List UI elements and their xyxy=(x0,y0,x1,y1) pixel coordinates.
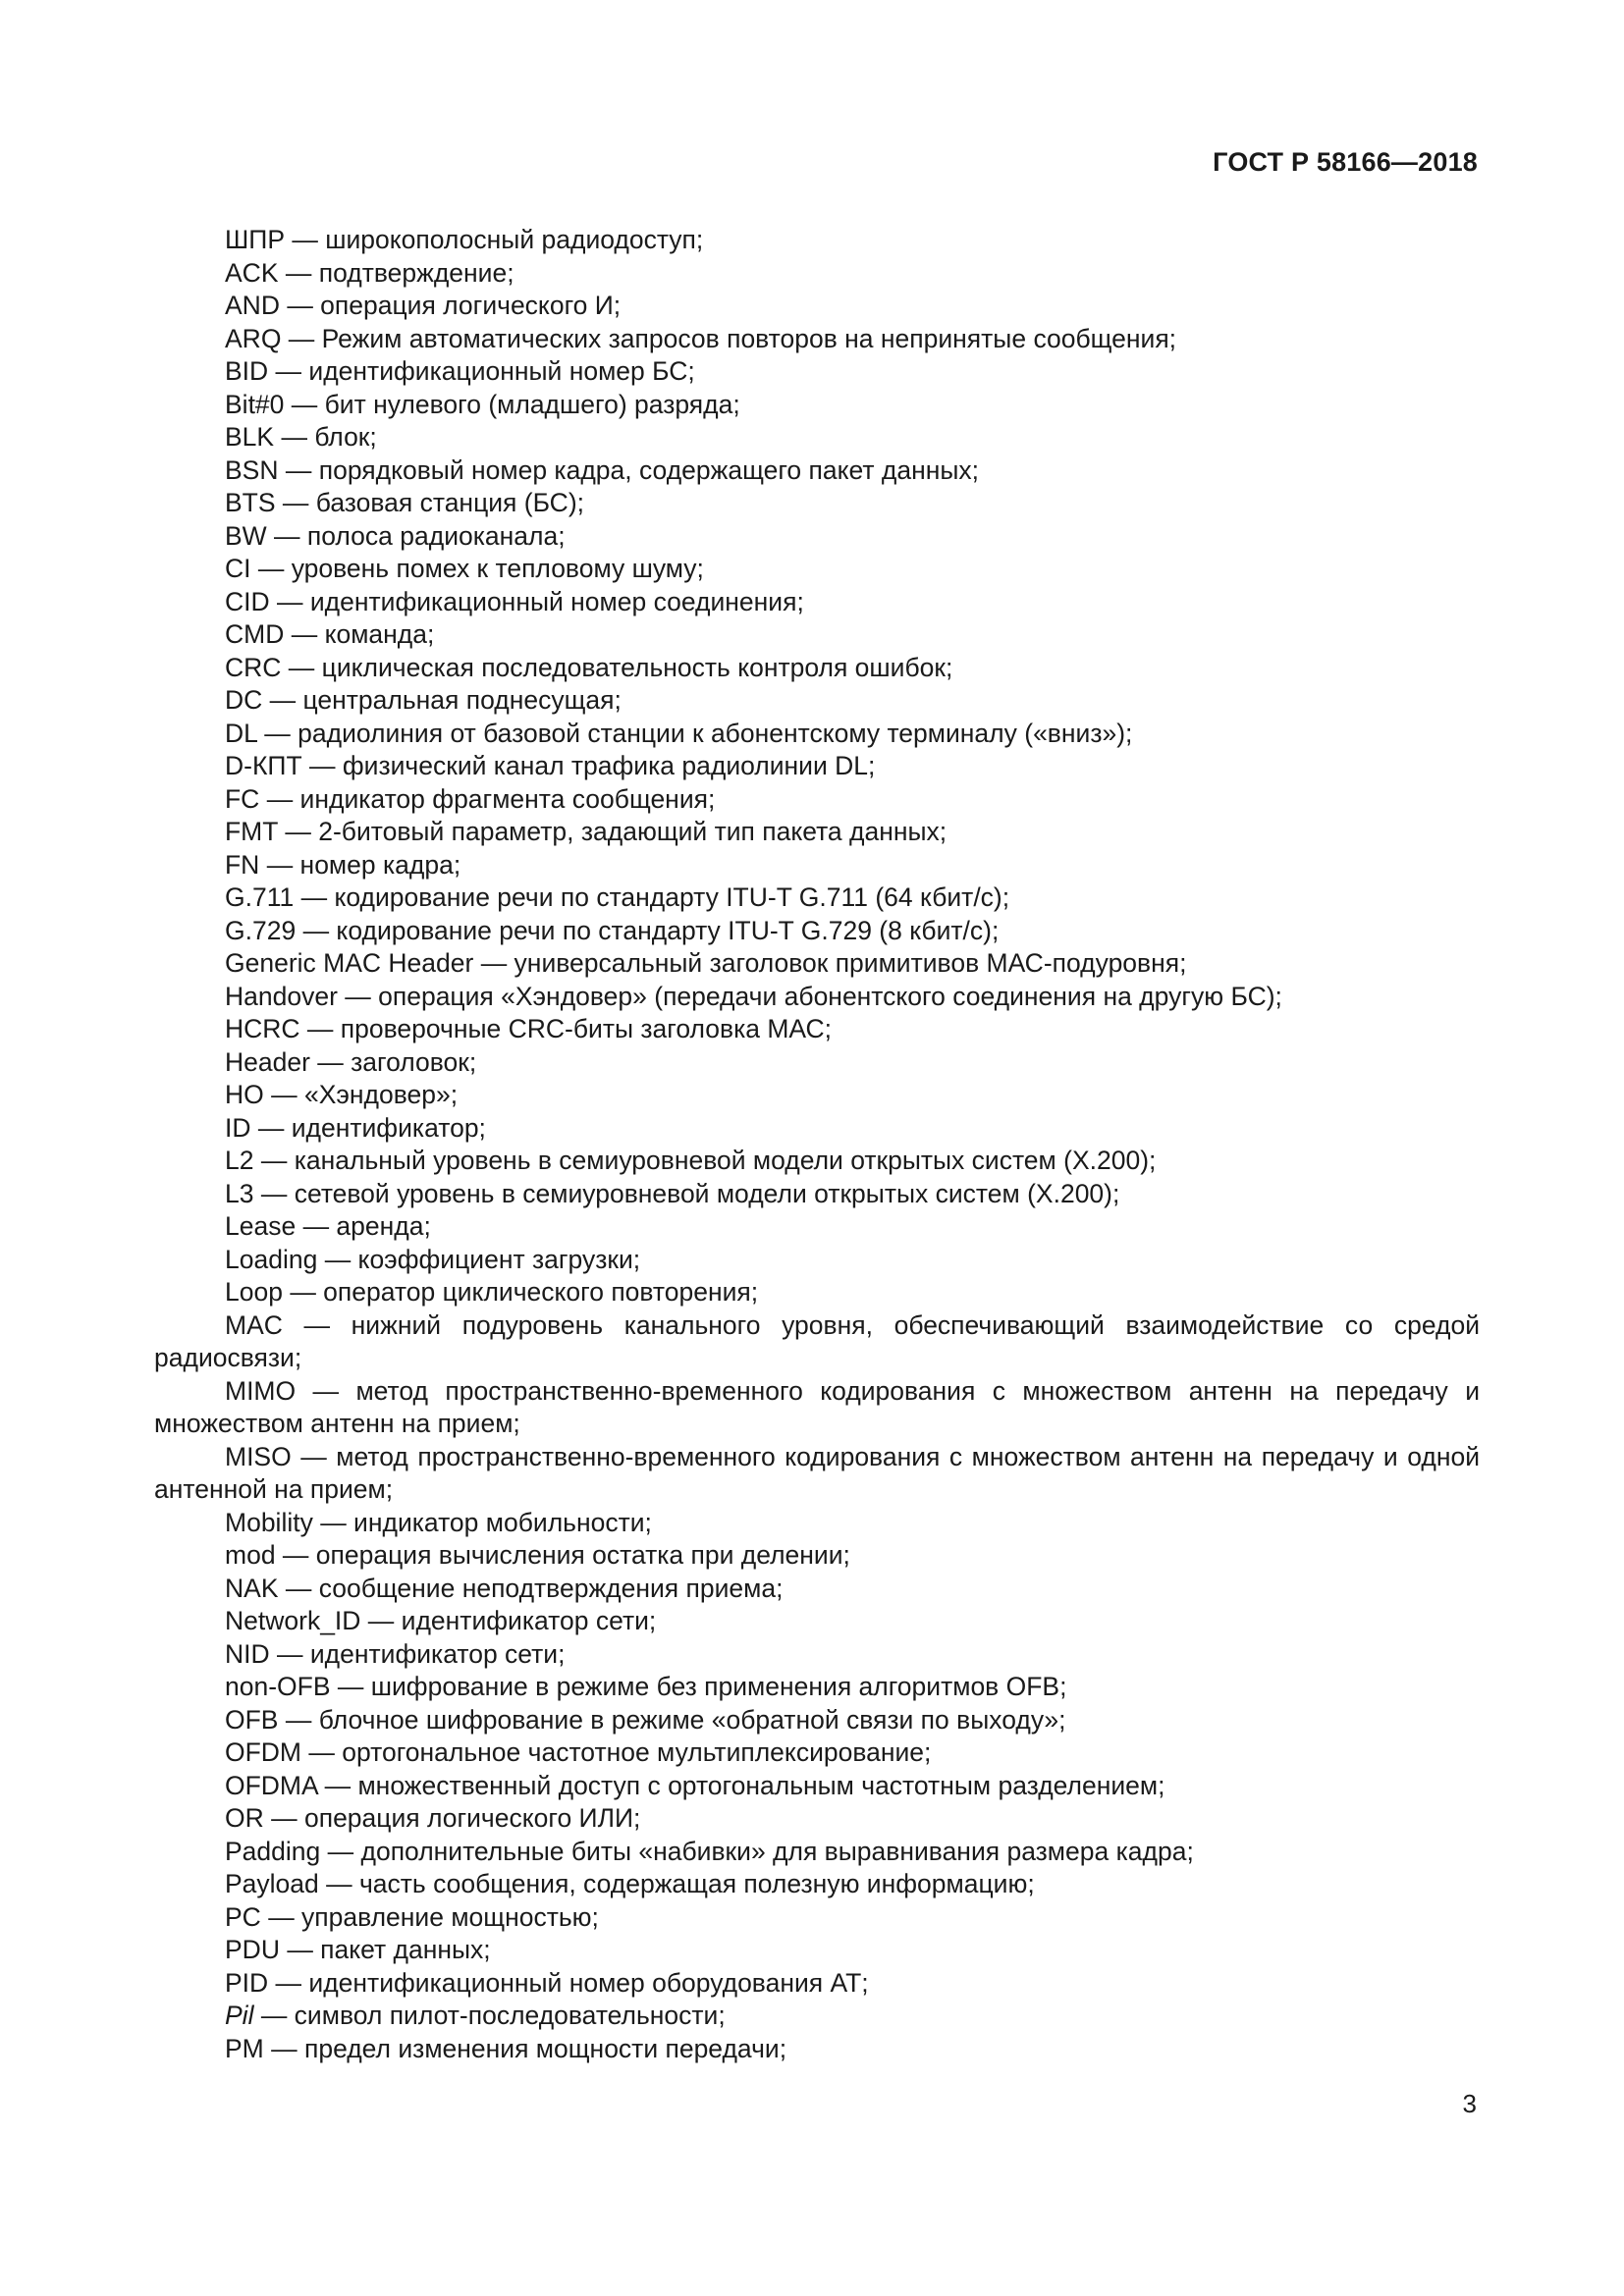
abbreviation-entry xyxy=(154,1309,1480,1375)
abbreviation-definition: — базовая станция (БС); xyxy=(275,488,585,517)
abbreviation-entry xyxy=(154,1934,1480,1967)
abbreviation-definition: — циклическая последовательность контроля ошибок; xyxy=(281,652,953,682)
abbreviation-term: Pil xyxy=(225,2001,254,2030)
abbreviation-entry xyxy=(154,323,1480,356)
abbreviation-definition: — оператор циклического повторения; xyxy=(282,1277,759,1307)
abbreviation-term: HO xyxy=(225,1080,264,1109)
abbreviation-term: BSN xyxy=(225,454,279,485)
abbreviation-term: NAK xyxy=(225,1573,279,1603)
abbreviation-term: BID xyxy=(225,356,269,386)
abbreviation-definition: — идентификатор сети; xyxy=(360,1606,657,1635)
abbreviation-entry xyxy=(154,421,1480,454)
abbreviation-definition: — операция «Хэндовер» (передачи абонентского соединения на другую БС); xyxy=(337,981,1282,1011)
abbreviation-definition: — метод пространственно-временного кодирования с множеством антенн на передачу и множеством антенн на прием; xyxy=(154,1375,1480,1438)
abbreviation-definition: — заголовок; xyxy=(309,1046,477,1077)
abbreviation-definition: — проверочные CRC-биты заголовка МАС; xyxy=(299,1014,833,1043)
abbreviation-entry xyxy=(154,1638,1480,1672)
abbreviation-entry xyxy=(154,1013,1480,1046)
abbreviation-entry xyxy=(154,981,1480,1014)
abbreviation-definition: — блок; xyxy=(274,422,377,452)
abbreviation-entry xyxy=(154,520,1480,554)
abbreviation-entry xyxy=(154,2000,1480,2033)
abbreviation-term: ID xyxy=(225,1112,251,1143)
abbreviation-definition: — блочное шифрование в режиме «обратной связи по выходу»; xyxy=(278,1704,1066,1735)
abbreviation-definition: — центральная поднесущая; xyxy=(262,685,622,715)
abbreviation-definition: — множественный доступ с ортогональным частотным разделением; xyxy=(317,1770,1165,1800)
abbreviation-definition: — управление мощностью; xyxy=(260,1901,599,1932)
abbreviation-definition: — операция логического ИЛИ; xyxy=(263,1803,641,1833)
abbreviation-definition: — кодирование речи по стандарту ITU-T G.729 (8 кбит/с); xyxy=(296,915,1000,945)
abbreviation-term: PM xyxy=(225,2033,264,2063)
abbreviation-definition: — широкополосный радиодоступ; xyxy=(285,225,704,254)
abbreviation-term: HCRC xyxy=(225,1014,300,1043)
abbreviation-entry xyxy=(154,652,1480,685)
abbreviation-term: BTS xyxy=(225,488,276,517)
abbreviation-term: Handover xyxy=(225,981,338,1011)
abbreviation-entry xyxy=(154,816,1480,849)
abbreviation-entry xyxy=(154,618,1480,652)
abbreviation-definition: — сетевой уровень в семиуровневой модели открытых систем (Х.200); xyxy=(253,1178,1120,1208)
abbreviation-term: OFDMA xyxy=(225,1770,318,1800)
abbreviation-entry xyxy=(154,2033,1480,2066)
abbreviation-entry xyxy=(154,389,1480,422)
abbreviation-definition: — индикатор фрагмента сообщения; xyxy=(259,783,716,814)
abbreviation-definition: — предел изменения мощности передачи; xyxy=(263,2033,787,2063)
abbreviation-definition: — канальный уровень в семиуровневой модели открытых систем (Х.200); xyxy=(253,1146,1157,1175)
abbreviation-term: L3 xyxy=(225,1178,254,1208)
abbreviation-term: AND xyxy=(225,291,280,320)
abbreviation-term: Payload xyxy=(225,1869,319,1898)
abbreviation-term: CMD xyxy=(225,619,285,649)
abbreviation-term: MISO xyxy=(225,1441,292,1471)
abbreviation-term: MIMO xyxy=(225,1375,297,1406)
abbreviation-definition: — нижний подуровень канального уровня, обеспечивающий взаимодействие со средой радиосвязи; xyxy=(154,1309,1480,1372)
page-number: 3 xyxy=(1462,2089,1477,2118)
abbreviation-entry xyxy=(154,1178,1480,1211)
abbreviation-entry xyxy=(154,487,1480,520)
abbreviation-definition: — символ пилот-последовательности; xyxy=(253,2001,726,2030)
abbreviations-list xyxy=(154,224,1480,2065)
abbreviation-term: G.711 xyxy=(225,882,295,912)
abbreviation-definition: — индикатор мобильности; xyxy=(312,1507,652,1537)
abbreviation-definition: — «Хэндовер»; xyxy=(263,1080,459,1109)
abbreviation-entry xyxy=(154,1046,1480,1080)
abbreviation-definition: — идентификационный номер оборудования АТ; xyxy=(268,1967,869,1998)
abbreviation-term: CRC xyxy=(225,652,282,682)
abbreviation-entry xyxy=(154,1244,1480,1277)
abbreviation-definition: — подтверждение; xyxy=(278,257,514,288)
abbreviation-entry xyxy=(154,881,1480,915)
abbreviation-term: ARQ xyxy=(225,323,282,353)
abbreviation-term: ШПР xyxy=(225,225,286,254)
abbreviation-definition: — ортогональное частотное мультиплексирование; xyxy=(301,1737,932,1767)
abbreviation-definition: — полоса радиоканала; xyxy=(266,520,566,551)
abbreviation-entry xyxy=(154,1210,1480,1244)
document-code-header: ГОСТ Р 58166—2018 xyxy=(1213,147,1478,177)
abbreviation-definition: — универсальный заголовок примитивов МАС-подуровня; xyxy=(473,948,1187,978)
abbreviation-entry xyxy=(154,1671,1480,1704)
abbreviation-definition: — кодирование речи по стандарту ITU-T G.711 (64 кбит/с); xyxy=(294,882,1010,912)
abbreviation-entry xyxy=(154,718,1480,751)
abbreviation-term: BLK xyxy=(225,422,275,452)
abbreviation-entry xyxy=(154,915,1480,948)
abbreviation-term: FMT xyxy=(225,817,278,846)
abbreviation-entry xyxy=(154,290,1480,323)
abbreviation-definition: — сообщение неподтверждения приема; xyxy=(278,1573,784,1603)
abbreviation-term: OR xyxy=(225,1803,264,1833)
abbreviation-entry xyxy=(154,1276,1480,1309)
abbreviation-term: FN xyxy=(225,849,260,880)
abbreviation-definition: — пакет данных; xyxy=(279,1935,491,1964)
abbreviation-definition: — идентификационный номер соединения; xyxy=(269,586,804,616)
abbreviation-term: Loading xyxy=(225,1244,318,1274)
abbreviation-term: DL xyxy=(225,718,257,748)
abbreviation-term: BW xyxy=(225,520,267,551)
abbreviation-term: CID xyxy=(225,586,270,616)
abbreviation-definition: — идентификатор; xyxy=(250,1112,486,1143)
abbreviation-term: PID xyxy=(225,1967,269,1998)
abbreviation-entry xyxy=(154,355,1480,389)
abbreviation-entry xyxy=(154,783,1480,817)
abbreviation-entry xyxy=(154,1967,1480,2001)
abbreviation-entry xyxy=(154,224,1480,257)
abbreviation-entry xyxy=(154,1375,1480,1441)
abbreviation-definition: — уровень помех к тепловому шуму; xyxy=(250,554,704,583)
abbreviation-entry xyxy=(154,1539,1480,1573)
abbreviation-term: NID xyxy=(225,1638,270,1669)
abbreviation-term: Padding xyxy=(225,1836,321,1866)
abbreviation-entry xyxy=(154,1112,1480,1146)
abbreviation-definition: — радиолиния от базовой станции к абонентскому терминалу («вниз»); xyxy=(256,718,1133,748)
abbreviation-definition: — шифрование в режиме без применения алгоритмов OFB; xyxy=(330,1672,1067,1701)
abbreviation-term: Network_ID xyxy=(225,1606,361,1635)
abbreviation-entry xyxy=(154,1736,1480,1770)
abbreviation-definition: — Режим автоматических запросов повторов на непринятые сообщения; xyxy=(281,323,1177,353)
abbreviation-term: DC xyxy=(225,685,263,715)
abbreviation-term: ACK xyxy=(225,257,279,288)
abbreviation-entry xyxy=(154,1573,1480,1606)
abbreviation-entry xyxy=(154,1802,1480,1836)
abbreviation-entry xyxy=(154,1901,1480,1935)
abbreviation-definition: — бит нулевого (младшего) разряда; xyxy=(284,389,740,419)
abbreviation-entry xyxy=(154,1507,1480,1540)
abbreviation-entry xyxy=(154,454,1480,488)
abbreviation-term: OFB xyxy=(225,1704,279,1735)
abbreviation-definition: — метод пространственно-временного кодирования с множеством антенн на передачу и одной антенной на прием; xyxy=(154,1441,1480,1504)
abbreviation-definition: — аренда; xyxy=(296,1211,431,1241)
abbreviation-entry xyxy=(154,1836,1480,1869)
abbreviation-term: Header xyxy=(225,1046,310,1077)
abbreviation-term: Loop xyxy=(225,1277,283,1307)
abbreviation-entry xyxy=(154,1145,1480,1178)
abbreviation-entry xyxy=(154,1770,1480,1803)
abbreviation-definition: — 2-битовый параметр, задающий тип пакета данных; xyxy=(277,817,947,846)
abbreviation-entry xyxy=(154,684,1480,718)
abbreviation-definition: — порядковый номер кадра, содержащего пакет данных; xyxy=(278,454,979,485)
abbreviation-entry xyxy=(154,1079,1480,1112)
abbreviation-definition: — коэффициент загрузки; xyxy=(317,1244,641,1274)
abbreviation-definition: — дополнительные биты «набивки» для выравнивания размера кадра; xyxy=(320,1836,1194,1866)
abbreviation-entry xyxy=(154,553,1480,586)
abbreviation-term: Mobility xyxy=(225,1507,313,1537)
abbreviation-term: PC xyxy=(225,1901,261,1932)
abbreviation-definition: — физический канал трафика радиолинии DL; xyxy=(301,751,876,780)
abbreviation-term: Lease xyxy=(225,1211,297,1241)
abbreviation-definition: — операция логического И; xyxy=(279,291,622,320)
abbreviation-entry xyxy=(154,1868,1480,1901)
abbreviation-definition: — операция вычисления остатка при делении; xyxy=(275,1540,850,1570)
abbreviation-definition: — идентификатор сети; xyxy=(269,1638,566,1669)
abbreviation-term: Bit#0 xyxy=(225,389,285,419)
abbreviation-term: MAC xyxy=(225,1309,283,1340)
abbreviation-term: PDU xyxy=(225,1935,280,1964)
abbreviation-entry xyxy=(154,586,1480,619)
abbreviation-entry xyxy=(154,1704,1480,1737)
abbreviation-entry xyxy=(154,849,1480,882)
abbreviation-term: OFDM xyxy=(225,1737,302,1767)
abbreviation-term: non-OFB xyxy=(225,1672,331,1701)
abbreviation-entry xyxy=(154,1605,1480,1638)
abbreviation-entry xyxy=(154,1441,1480,1507)
abbreviation-term: FC xyxy=(225,783,260,814)
abbreviation-entry xyxy=(154,750,1480,783)
abbreviation-definition: — часть сообщения, содержащая полезную информацию; xyxy=(318,1869,1035,1898)
abbreviation-definition: — команда; xyxy=(284,619,435,649)
abbreviation-term: G.729 xyxy=(225,915,297,945)
abbreviation-term: L2 xyxy=(225,1146,254,1175)
abbreviation-definition: — идентификационный номер БС; xyxy=(268,356,695,386)
abbreviation-term: D-КПТ xyxy=(225,751,302,780)
abbreviation-entry xyxy=(154,947,1480,981)
abbreviation-term: Generic MAC Header xyxy=(225,948,474,978)
abbreviation-entry xyxy=(154,257,1480,291)
abbreviation-definition: — номер кадра; xyxy=(259,849,461,880)
abbreviation-term: mod xyxy=(225,1540,276,1570)
abbreviation-term: CI xyxy=(225,554,251,583)
